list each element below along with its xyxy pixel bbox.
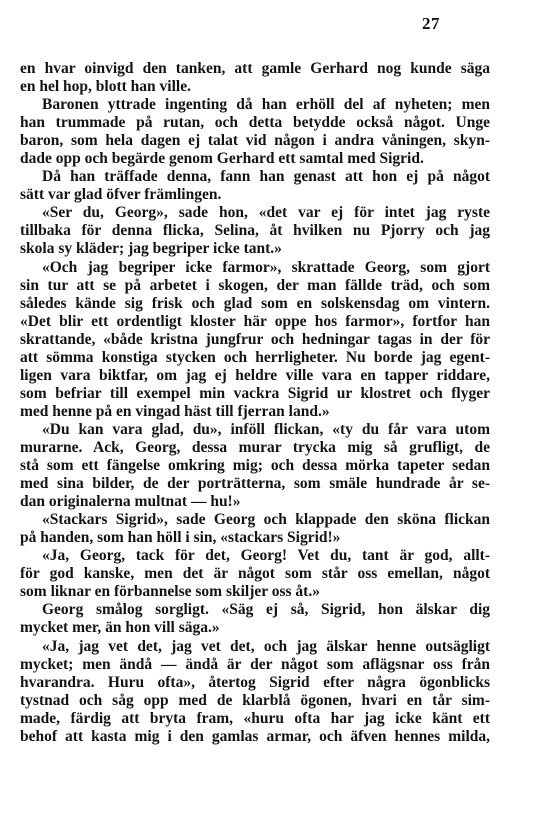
text-line: «Ja, jag vet det, jag vet det, och jag älskar henne outsägligt — [42, 637, 490, 655]
page-number: 27 — [422, 14, 440, 33]
text-line: för god kanske, men det är något som står oss emellan, något — [20, 565, 490, 583]
text-line: hvarandra. Huru ofta», återtog Sigrid efter några ögonblicks — [20, 673, 490, 691]
text-line: mycket; men ändå — ändå är der något som aflägsnar oss från — [20, 655, 490, 673]
text-line: som befriar till exempel min vackra Sigrid ur klostret och flyger — [20, 384, 490, 402]
text-line: med henne på en vingad häst till fjerran land.» — [20, 402, 330, 420]
text-line: som liknar en förbannelse som skiljer oss åt.» — [20, 583, 320, 601]
text-line: sätt var glad öfver främlingen. — [20, 186, 222, 204]
text-line: skrattande, «både kristna jungfrur och hedningar tagas in der för — [20, 330, 490, 348]
text-line: en hel hop, blott han ville. — [20, 78, 191, 96]
text-line: att sömma konstiga stycken och herrligheter. Nu borde jag egent- — [20, 348, 490, 366]
text-line: baron, som hela dagen ej talat vid någon i andra våningen, skyn- — [20, 132, 490, 150]
text-line: tillbaka för denna flicka, Selina, åt hvilken nu Pjorry och jag — [20, 222, 490, 240]
text-line: Georg smålog sorgligt. «Säg ej så, Sigrid, hon älskar dig — [42, 601, 490, 619]
text-line: «Stackars Sigrid», sade Georg och klappade den sköna flickan — [42, 511, 490, 529]
text-line: mycket mer, än hon vill säga.» — [20, 619, 220, 637]
text-line: dan originalerna multnat — hu!» — [20, 493, 241, 511]
text-line: «Ja, Georg, tack för det, Georg! Vet du, tant är god, allt- — [42, 547, 490, 565]
text-line: «Du kan vara glad, du», inföll flickan, «ty du får vara utom — [42, 420, 490, 438]
text-line: skola sy kläder; jag begriper icke tant.» — [20, 240, 282, 258]
text-line: sin tur att se på arbetet i skogen, der man fällde träd, och som — [20, 276, 490, 294]
text-line: Baronen yttrade ingenting då han erhöll del af nyheten; men — [42, 96, 490, 114]
text-line: ligen vara biktfar, om jag ej heldre ville vara en tapper riddare, — [20, 366, 490, 384]
text-line: han trummade på rutan, och detta betydde också något. Unge — [20, 114, 490, 132]
text-line: dade opp och begärde genom Gerhard ett samtal med Sigrid. — [20, 150, 424, 168]
text-line: made, färdig att bryta fram, «huru ofta har jag icke känt ett — [20, 709, 490, 727]
text-line: på handen, som han höll i sin, «stackars Sigrid!» — [20, 529, 341, 547]
text-line: behof att kasta mig i den gamlas armar, och äfven hennes milda, — [20, 727, 490, 745]
text-line: således kände sig frisk och glad som en solskensdag om vintern. — [20, 294, 490, 312]
text-line: «Och jag begriper icke farmor», skrattade Georg, som gjort — [42, 258, 490, 276]
text-line: murarne. Ack, Georg, dessa murar trycka mig så grufligt, de — [20, 438, 490, 456]
text-line: med sina bilder, de der porträtterna, som smäle hundrade år se- — [20, 475, 490, 493]
text-line: «Det blir ett ordentligt kloster här oppe hos farmor», fortfor han — [20, 312, 490, 330]
body-text — [20, 60, 490, 746]
text-line: stå som ett fängelse omkring mig; och dessa mörka tapeter sedan — [20, 457, 490, 475]
text-line: «Ser du, Georg», sade hon, «det var ej för intet jag ryste — [42, 204, 490, 222]
text-line: tystnad och såg opp med de klarblå ögonen, hvari en tår sim- — [20, 691, 490, 709]
text-line: en hvar oinvigd den tanken, att gamle Gerhard nog kunde säga — [20, 60, 490, 77]
text-line: Då han träffade denna, fann han genast att hon ej på något — [42, 168, 490, 186]
